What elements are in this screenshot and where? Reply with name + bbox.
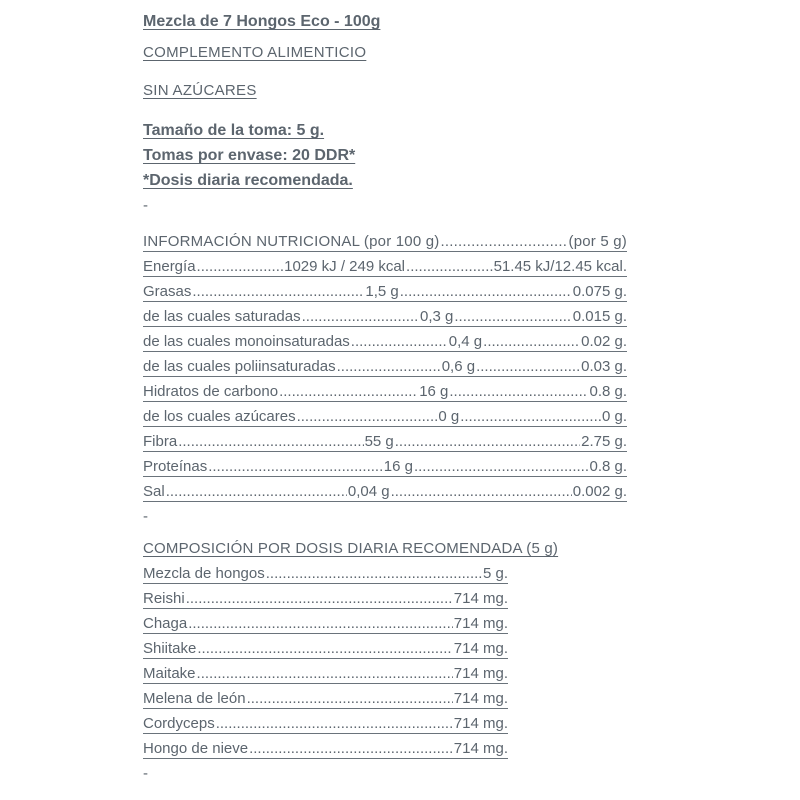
dot-leader — [395, 434, 580, 449]
nutrient-per5-value: 0.015 g. — [572, 308, 628, 325]
nutrient-per5-value: 0.8 g. — [589, 458, 628, 475]
dot-leader — [266, 566, 482, 581]
composition-table — [143, 540, 643, 759]
ingredient-value: 714 mg. — [453, 665, 508, 682]
ingredient-label: Reishi — [143, 590, 185, 607]
nutrient-label: de los cuales azúcares — [143, 408, 296, 425]
nutrient-per5-value: 2.75 g. — [581, 433, 628, 450]
nutrient-label: Grasas — [143, 283, 192, 300]
product-title: Mezcla de 7 Hongos Eco - 100g — [143, 13, 381, 30]
ingredient-value: 714 mg. — [453, 740, 508, 757]
nutrient-label: Fibra — [143, 433, 178, 450]
nutrient-label: Energía — [143, 258, 196, 275]
nutrient-label: Sal — [143, 483, 165, 500]
ingredient-label: Maitake — [143, 665, 196, 682]
dot-leader — [406, 259, 493, 274]
dot-leader — [166, 484, 347, 499]
ingredient-label: Melena de león — [143, 690, 246, 707]
dot-leader — [279, 384, 418, 399]
nutrient-per100-value: 1029 kJ / 249 kcal — [284, 258, 406, 275]
no-sugar-claim: SIN AZÚCARES — [143, 82, 257, 99]
dot-leader — [441, 234, 568, 249]
nutrition-header-per5: (por 5 g) — [568, 233, 627, 250]
nutrient-label: Hidratos de carbono — [143, 383, 279, 400]
nutrition-row — [143, 259, 627, 277]
composition-row — [143, 716, 508, 734]
nutrient-per5-value: 0.002 g. — [572, 483, 627, 500]
dot-leader — [247, 691, 453, 706]
nutrition-row — [143, 284, 627, 302]
dot-leader — [197, 259, 284, 274]
composition-row — [143, 641, 508, 659]
nutrient-per100-value: 0,6 g — [441, 358, 476, 375]
nutrient-label: de las cuales saturadas — [143, 308, 301, 325]
nutrient-per5-value: 51.45 kJ/12.45 kcal. — [493, 258, 628, 275]
nutrient-per100-value: 0 g — [438, 408, 460, 425]
dot-leader — [197, 641, 452, 656]
dot-leader — [216, 716, 453, 731]
nutrition-row — [143, 309, 627, 327]
dot-leader — [483, 334, 580, 349]
ingredient-label: Shiitake — [143, 640, 197, 657]
nutrient-per5-value: 0.075 g. — [572, 283, 628, 300]
composition-row — [143, 691, 508, 709]
composition-row — [143, 666, 508, 684]
ingredient-value: 714 mg. — [453, 715, 508, 732]
dot-leader — [337, 359, 441, 374]
dot-leader — [454, 309, 571, 324]
dot-leader — [188, 616, 453, 631]
nutrient-per5-value: 0.8 g. — [589, 383, 628, 400]
product-description — [143, 12, 643, 781]
section-separator: - — [143, 765, 148, 782]
dot-leader — [186, 591, 453, 606]
nutrition-header-label: INFORMACIÓN NUTRICIONAL (por 100 g) — [143, 233, 440, 250]
composition-row — [143, 741, 508, 759]
nutrient-per5-value: 0.02 g. — [581, 333, 628, 350]
nutrition-row — [143, 484, 627, 502]
ingredient-label: Cordyceps — [143, 715, 215, 732]
ingredient-value: 714 mg. — [453, 615, 508, 632]
nutrition-row — [143, 359, 627, 377]
composition-row — [143, 566, 508, 584]
dot-leader — [351, 334, 448, 349]
nutrient-label: de las cuales poliinsaturadas — [143, 358, 336, 375]
dot-leader — [391, 484, 572, 499]
ingredient-label: Hongo de nieve — [143, 740, 249, 757]
dot-leader — [476, 359, 580, 374]
ingredient-label: Mezcla de hongos — [143, 565, 265, 582]
nutrient-label: de las cuales monoinsaturadas — [143, 333, 350, 350]
nutrition-table — [143, 234, 643, 502]
ingredient-value: 714 mg. — [453, 690, 508, 707]
nutrition-header-row — [143, 234, 627, 252]
nutrient-per100-value: 0,4 g — [448, 333, 483, 350]
composition-row — [143, 616, 508, 634]
nutrition-row — [143, 384, 627, 402]
dot-leader — [400, 284, 572, 299]
dot-leader — [460, 409, 601, 424]
nutrient-label: Proteínas — [143, 458, 208, 475]
dot-leader — [297, 409, 438, 424]
dot-leader — [208, 459, 383, 474]
dot-leader — [302, 309, 419, 324]
dot-leader — [249, 741, 453, 756]
nutrient-per100-value: 1,5 g — [365, 283, 399, 300]
nutrient-per100-value: 0,3 g — [420, 308, 454, 325]
nutrition-row — [143, 409, 627, 427]
nutrient-per100-value: 0,04 g — [347, 483, 390, 500]
nutrition-row — [143, 434, 627, 452]
composition-header: COMPOSICIÓN POR DOSIS DIARIA RECOMENDADA (5 g) — [143, 540, 559, 557]
nutrition-row — [143, 459, 627, 477]
dot-leader — [178, 434, 363, 449]
nutrient-per100-value: 55 g — [364, 433, 394, 450]
nutrient-per5-value: 0.03 g. — [581, 358, 627, 375]
nutrient-per5-value: 0 g. — [601, 408, 628, 425]
dot-leader — [192, 284, 364, 299]
nutrient-per100-value: 16 g — [419, 383, 449, 400]
dot-leader — [449, 384, 588, 399]
ingredient-value: 5 g. — [482, 565, 508, 582]
servings-per-pack-line: Tomas por envase: 20 DDR* — [143, 147, 356, 164]
nutrition-row — [143, 334, 627, 352]
daily-dose-note-line: *Dosis diaria recomendada. — [143, 172, 353, 189]
ingredient-value: 714 mg. — [453, 590, 508, 607]
composition-row — [143, 591, 508, 609]
supplement-subtitle: COMPLEMENTO ALIMENTICIO — [143, 44, 367, 61]
serving-size-line: Tamaño de la toma: 5 g. — [143, 122, 325, 139]
ingredient-value: 714 mg. — [453, 640, 508, 657]
dot-leader — [197, 666, 453, 681]
section-separator: - — [143, 197, 148, 214]
ingredient-label: Chaga — [143, 615, 188, 632]
dot-leader — [414, 459, 589, 474]
section-separator: - — [143, 508, 148, 525]
nutrient-per100-value: 16 g — [383, 458, 413, 475]
